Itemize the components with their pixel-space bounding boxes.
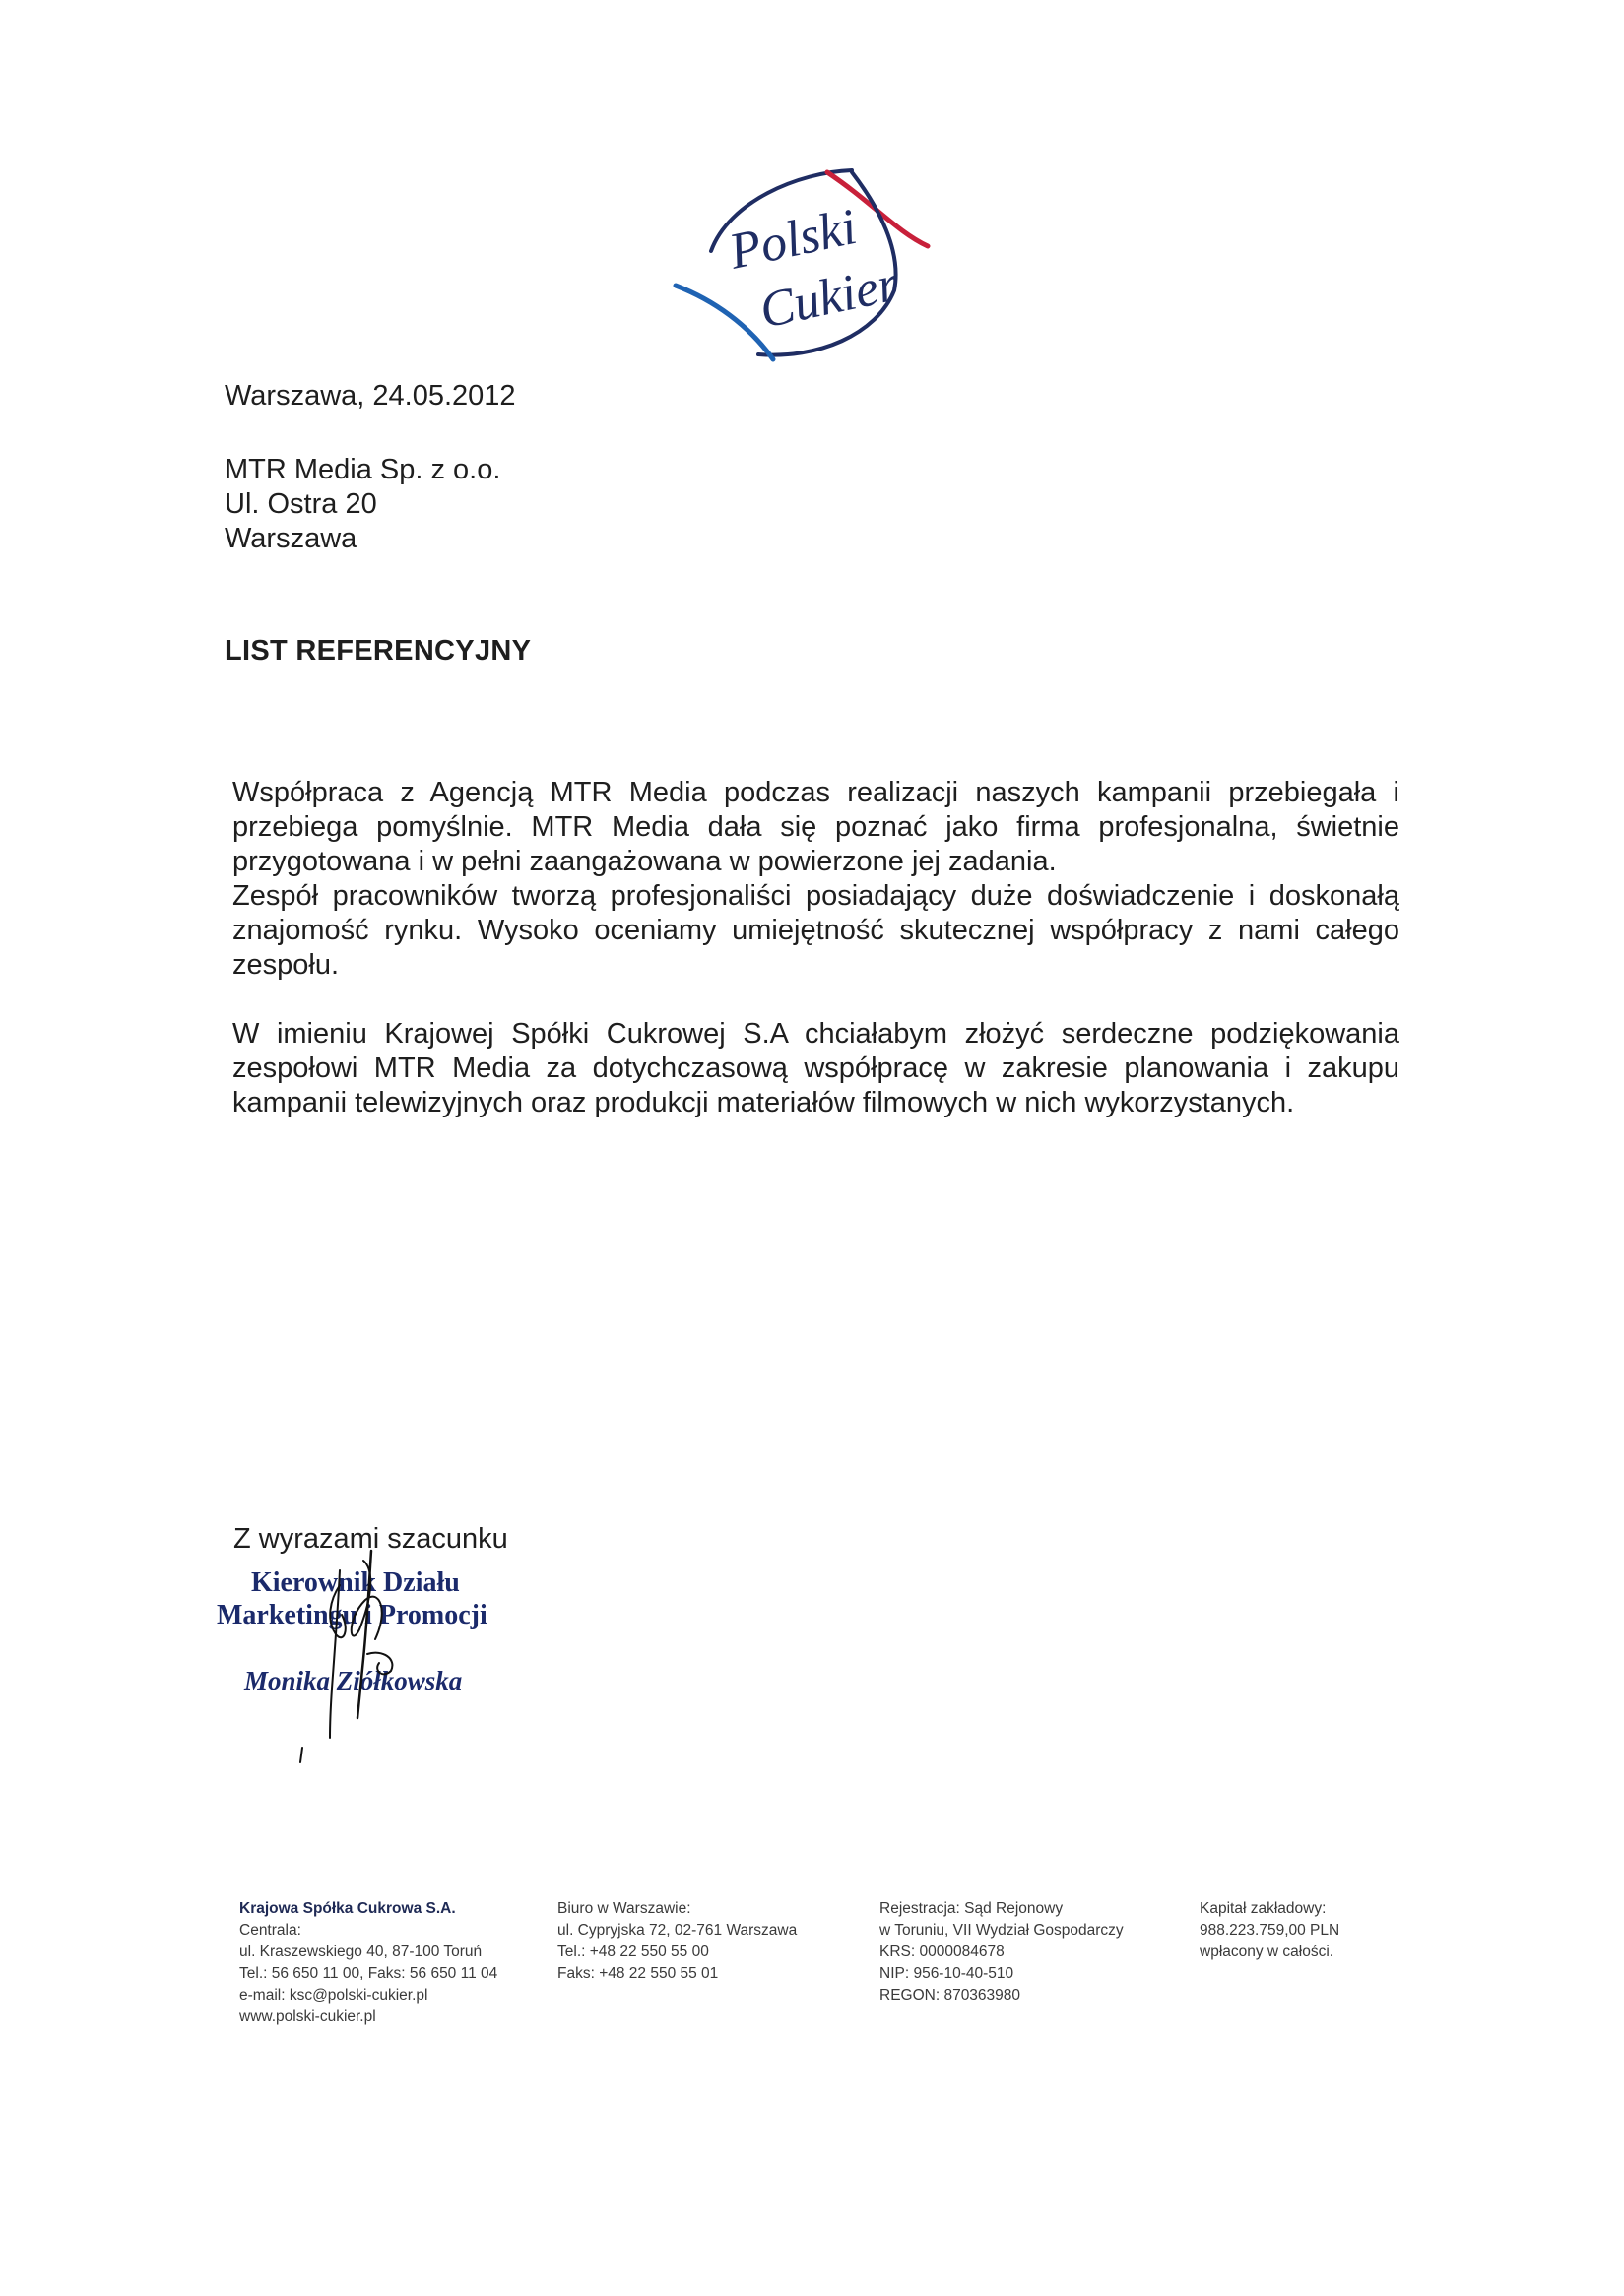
- footer-hq-email[interactable]: e-mail: ksc@polski-cukier.pl: [239, 1987, 428, 2004]
- footer-office-label: Biuro w Warszawie:: [557, 1900, 691, 1917]
- letter-title: LIST REFERENCYJNY: [225, 635, 532, 667]
- date-line: Warszawa, 24.05.2012: [225, 380, 516, 412]
- signature-scribble-icon: [281, 1541, 419, 1767]
- letter-body: [232, 776, 1399, 1120]
- stamp-line1: Kierownik Działu: [251, 1567, 460, 1598]
- footer-reg-line1: Rejestracja: Sąd Rejonowy: [879, 1900, 1064, 1917]
- footer-hq-website[interactable]: www.polski-cukier.pl: [239, 2009, 376, 2025]
- handwritten-signature: [281, 1541, 419, 1767]
- footer-capital-label: Kapitał zakładowy:: [1200, 1900, 1327, 1917]
- footer-office-phone: Tel.: +48 22 550 55 00: [557, 1944, 709, 1960]
- recipient-city: Warszawa: [225, 523, 357, 554]
- footer-reg-regon: REGON: 870363980: [879, 1987, 1021, 2004]
- footer-hq-phone: Tel.: 56 650 11 00, Faks: 56 650 11 04: [239, 1965, 498, 1982]
- logo-emblem-icon: [670, 162, 936, 379]
- footer-reg-krs: KRS: 0000084678: [879, 1944, 1005, 1960]
- footer-reg-nip: NIP: 956-10-40-510: [879, 1965, 1014, 1982]
- recipient-street: Ul. Ostra 20: [225, 488, 377, 520]
- footer-capital-paid: wpłacony w całości.: [1200, 1944, 1334, 1960]
- footer-col-capital: [1200, 1898, 1339, 1963]
- footer-hq-address: ul. Kraszewskiego 40, 87-100 Toruń: [239, 1944, 483, 1960]
- closing-line: Z wyrazami szacunku: [233, 1523, 508, 1555]
- footer-hq-label: Centrala:: [239, 1922, 301, 1939]
- recipient-name: MTR Media Sp. z o.o.: [225, 454, 501, 485]
- footer-company-name: Krajowa Spółka Cukrowa S.A.: [239, 1900, 456, 1917]
- footer-capital-amount: 988.223.759,00 PLN: [1200, 1922, 1340, 1939]
- footer-reg-line2: w Toruniu, VII Wydział Gospodarczy: [879, 1922, 1124, 1939]
- logo-line2: Cukier: [754, 255, 903, 340]
- paragraph-1: Współpraca z Agencją MTR Media podczas realizacji naszych kampanii przebiegała i przebiega pomyślnie. MTR Media dała się poznać jako firma profesjonalna, świetnie przygotowana i w pełni zaangażowana w powierzone jej zadania.: [232, 777, 1399, 877]
- company-logo: [670, 162, 936, 379]
- stamp-line2: Marketingu i Promocji: [217, 1600, 487, 1630]
- footer-office-address: ul. Cypryjska 72, 02-761 Warszawa: [557, 1922, 798, 1939]
- paragraph-3: W imieniu Krajowej Spółki Cukrowej S.A chciałabym złożyć serdeczne podziękowania zespołowi MTR Media za dotychczasową współpracę w zakresie planowania i zakupu kampanii telewizyjnych oraz produkcji materiałów filmowych w nich wykorzystanych.: [232, 1018, 1399, 1118]
- logo-line1: Polski: [724, 198, 862, 281]
- footer-office-fax: Faks: +48 22 550 55 01: [557, 1965, 719, 1982]
- paragraph-2: Zespół pracowników tworzą profesjonaliści posiadający duże doświadczenie i doskonałą znajomość rynku. Wysoko oceniamy umiejętność skutecznej współpracy z nami całego zespołu.: [232, 880, 1399, 981]
- recipient-block: [225, 453, 500, 556]
- footer-col-warsaw-office: [557, 1898, 797, 1985]
- stamp-name: Monika Ziółkowska: [244, 1666, 463, 1695]
- footer-col-registration: [879, 1898, 1124, 2007]
- footer-col-headquarters: [239, 1898, 497, 2028]
